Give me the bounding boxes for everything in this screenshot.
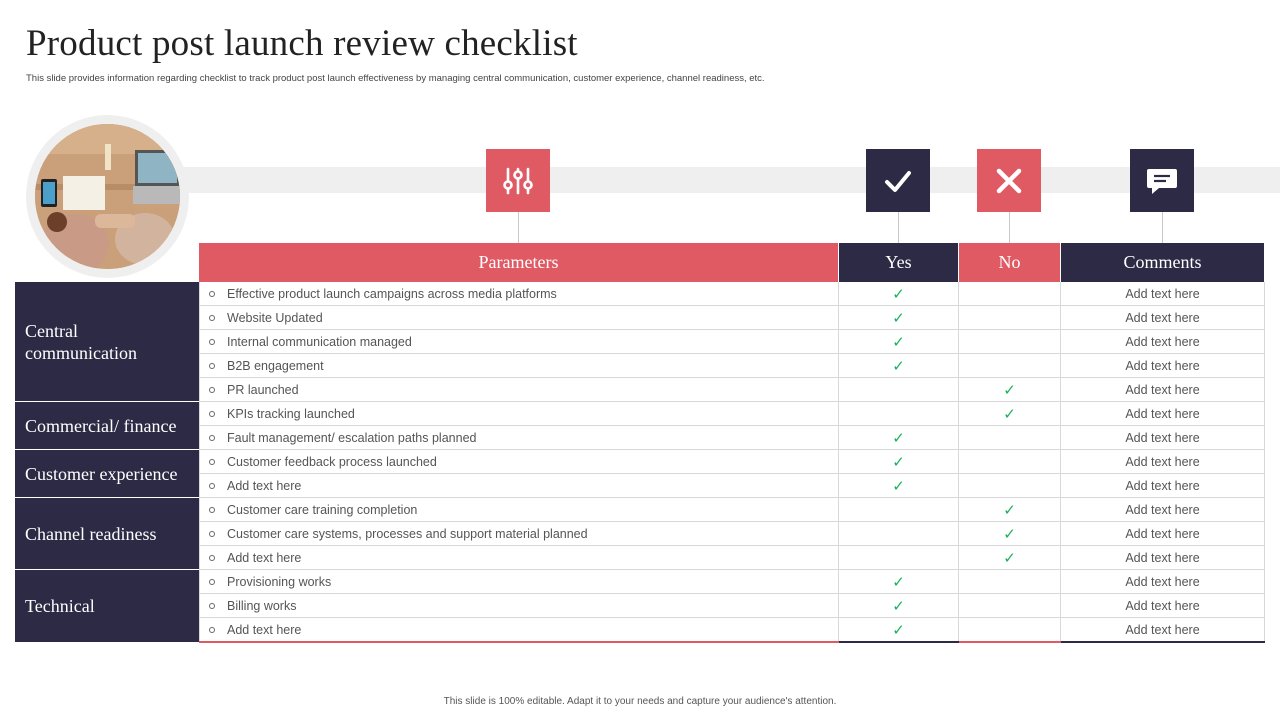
comment-cell: Add text here [1061,306,1265,330]
comment-cell: Add text here [1061,474,1265,498]
bullet-icon [209,531,215,537]
bullet-icon [209,363,215,369]
parameter-text: Customer care training completion [227,503,418,517]
header-parameters: Parameters [199,243,839,282]
yes-cell: ✓ [839,330,959,354]
comment-cell: Add text here [1061,450,1265,474]
parameter-cell [199,378,839,402]
parameter-cell [199,570,839,594]
no-cell [959,354,1061,378]
category-label: Technical [25,596,95,616]
yes-cell [839,522,959,546]
workspace-photo [35,124,180,269]
bullet-icon [209,459,215,465]
connector-line [518,212,519,243]
comment-cell: Add text here [1061,618,1265,642]
parameter-text: Customer feedback process launched [227,455,437,469]
connector-line [1009,212,1010,243]
bullet-icon [209,555,215,561]
table-row [199,306,1265,330]
bullet-icon [209,603,215,609]
comment-cell: Add text here [1061,402,1265,426]
cross-icon [977,149,1041,212]
parameter-text: Customer care systems, processes and support material planned [227,527,588,541]
category-cell [15,570,199,642]
parameter-text: Add text here [227,479,302,493]
bullet-icon [209,627,215,633]
comment-cell: Add text here [1061,570,1265,594]
table-row [199,426,1265,450]
yes-cell [839,498,959,522]
parameter-text: Add text here [227,551,302,565]
comment-cell: Add text here [1061,330,1265,354]
parameter-text: Website Updated [227,311,323,325]
table-row [199,594,1265,618]
header-band [160,167,1280,193]
yes-cell [839,402,959,426]
parameter-cell [199,282,839,306]
table-row [199,546,1265,570]
no-cell: ✓ [959,378,1061,402]
no-cell [959,282,1061,306]
bullet-icon [209,507,215,513]
yes-cell: ✓ [839,594,959,618]
parameter-cell [199,594,839,618]
parameter-text: Effective product launch campaigns across media platforms [227,287,557,301]
category-cell [15,450,199,499]
table-row [199,474,1265,498]
table-bottom-border [199,641,839,643]
no-cell [959,570,1061,594]
connector-line [1162,212,1163,243]
no-cell [959,474,1061,498]
table-row [199,282,1265,306]
yes-cell: ✓ [839,450,959,474]
sliders-icon [486,149,550,212]
yes-cell: ✓ [839,570,959,594]
yes-cell: ✓ [839,354,959,378]
yes-cell: ✓ [839,306,959,330]
no-cell [959,426,1061,450]
bullet-icon [209,339,215,345]
no-cell: ✓ [959,498,1061,522]
table-row [199,330,1265,354]
parameter-text: Fault management/ escalation paths planned [227,431,477,445]
category-label: Channel readiness [25,523,157,544]
comment-cell: Add text here [1061,378,1265,402]
header-no: No [959,243,1061,282]
header-comments: Comments [1061,243,1265,282]
footer-note: This slide is 100% editable. Adapt it to your needs and capture your audience's attention. [443,696,837,707]
table-row [199,402,1265,426]
comment-cell: Add text here [1061,282,1265,306]
checkmark-icon [866,149,930,212]
no-cell [959,618,1061,642]
parameter-text: Billing works [227,599,297,613]
yes-cell: ✓ [839,474,959,498]
no-cell [959,330,1061,354]
page-title: Product post launch review checklist [26,23,578,64]
parameter-text: B2B engagement [227,359,324,373]
bullet-icon [209,483,215,489]
yes-cell: ✓ [839,282,959,306]
table-bottom-border [959,641,1061,643]
parameter-cell [199,354,839,378]
parameter-cell [199,306,839,330]
table-row [199,618,1265,642]
connector-line [898,212,899,243]
no-cell [959,450,1061,474]
bullet-icon [209,291,215,297]
table-row [199,450,1265,474]
yes-cell: ✓ [839,426,959,450]
parameter-cell [199,522,839,546]
parameter-cell [199,498,839,522]
parameter-cell [199,618,839,642]
yes-cell [839,546,959,570]
parameter-text: Add text here [227,623,302,637]
table-row [199,378,1265,402]
no-cell [959,594,1061,618]
yes-cell [839,378,959,402]
table-row [199,354,1265,378]
table-bottom-border [839,641,959,643]
parameter-cell [199,402,839,426]
parameter-cell [199,474,839,498]
parameter-text: Internal communication managed [227,335,412,349]
table-row [199,498,1265,522]
category-cell [15,282,199,403]
header-yes: Yes [839,243,959,282]
bullet-icon [209,315,215,321]
parameter-cell [199,330,839,354]
parameter-cell [199,450,839,474]
yes-cell: ✓ [839,618,959,642]
comment-icon [1130,149,1194,212]
table-bottom-border [1061,641,1265,643]
parameter-text: Provisioning works [227,575,332,589]
parameter-text: PR launched [227,383,299,397]
bullet-icon [209,387,215,393]
table-row [199,522,1265,546]
no-cell: ✓ [959,402,1061,426]
comment-cell: Add text here [1061,426,1265,450]
table-row [199,570,1265,594]
comment-cell: Add text here [1061,354,1265,378]
bullet-icon [209,411,215,417]
no-cell [959,306,1061,330]
comment-cell: Add text here [1061,546,1265,570]
no-cell: ✓ [959,522,1061,546]
category-label: Central communication [25,320,137,363]
parameter-cell [199,426,839,450]
category-cell [15,402,199,451]
category-cell [15,498,199,571]
comment-cell: Add text here [1061,594,1265,618]
comment-cell: Add text here [1061,498,1265,522]
bullet-icon [209,435,215,441]
parameter-cell [199,546,839,570]
page-subtitle: This slide provides information regarding checklist to track product post launch effectiveness by managing central communication, customer experience, channel readiness, etc. [26,73,765,84]
category-label: Customer experience [25,463,178,484]
bullet-icon [209,579,215,585]
parameter-text: KPIs tracking launched [227,407,355,421]
comment-cell: Add text here [1061,522,1265,546]
category-label: Commercial/ finance [25,415,177,436]
no-cell: ✓ [959,546,1061,570]
